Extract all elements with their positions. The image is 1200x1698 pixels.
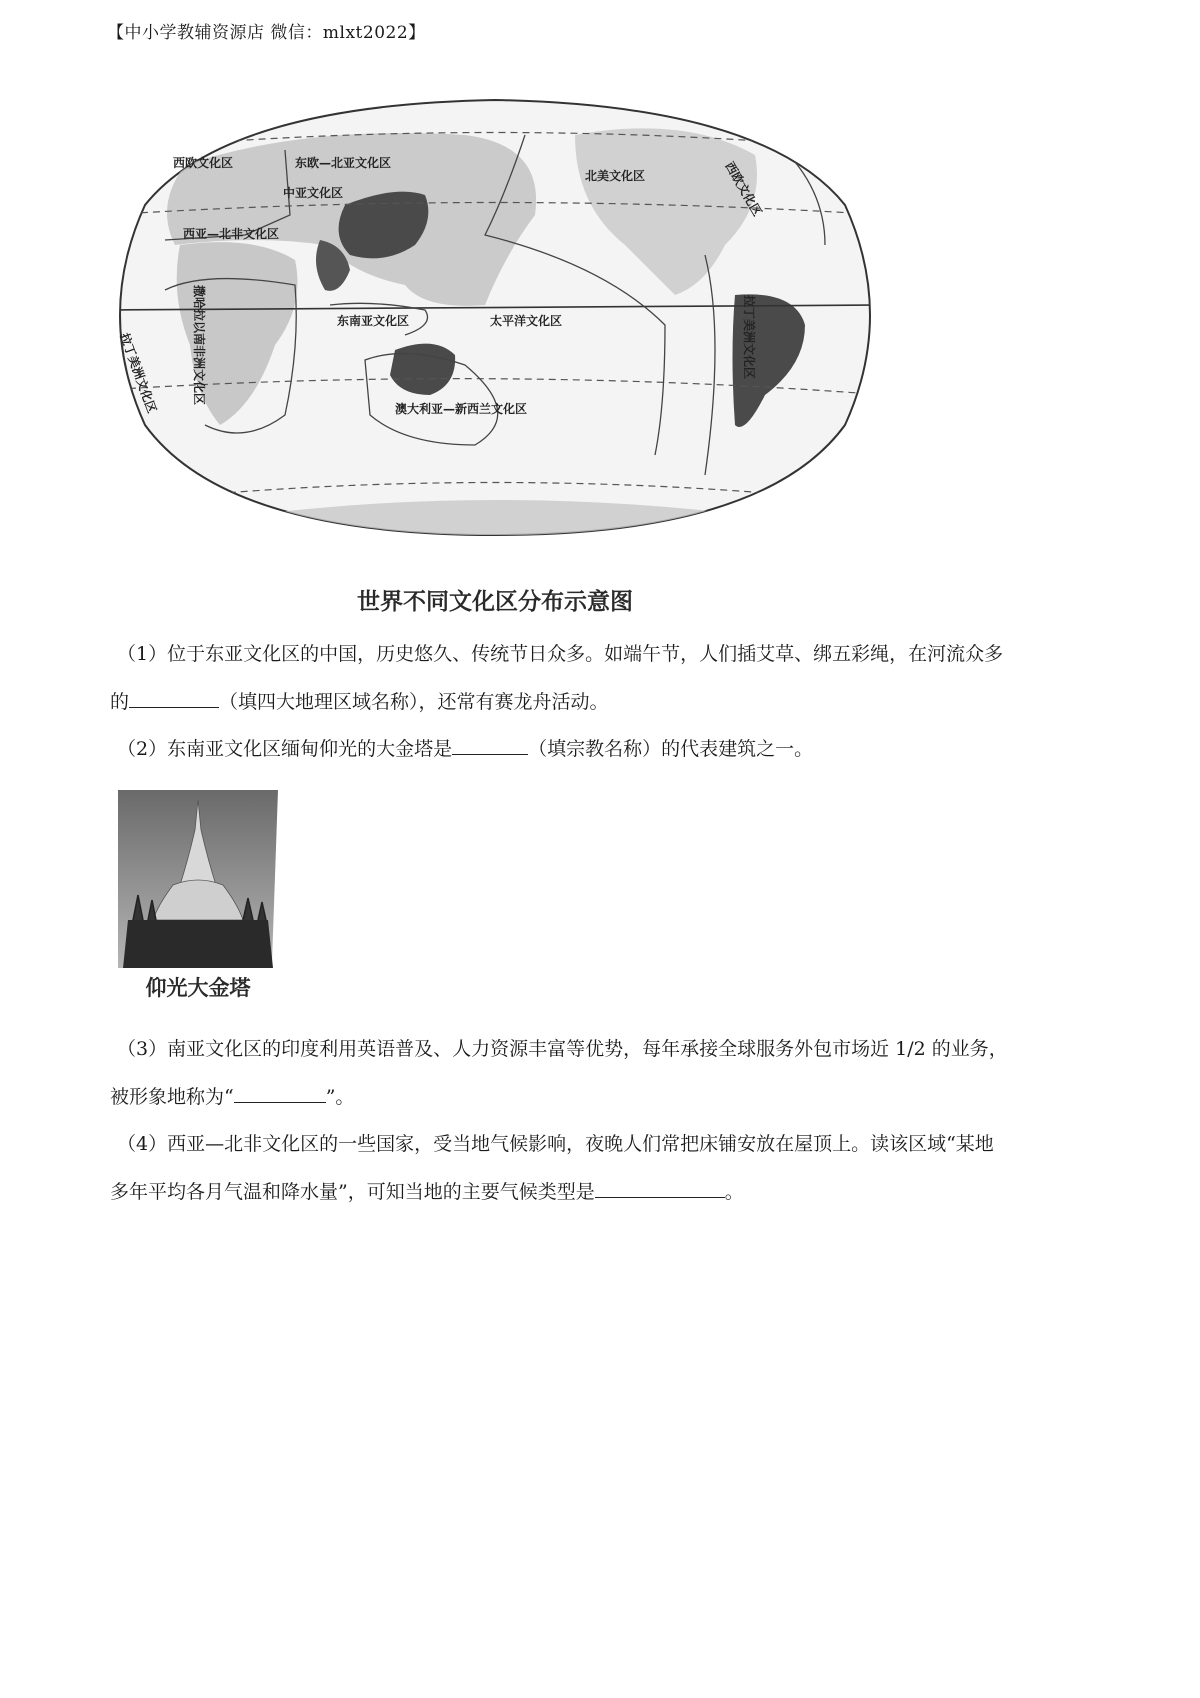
answer-blank-4[interactable] [595,1179,725,1198]
map-caption: 世界不同文化区分布示意图 [357,589,633,615]
label-west-europe: 西欧文化区 [173,156,234,170]
question-1-line-1: （1）位于东亚文化区的中国，历史悠久、传统节日众多。如端午节，人们插艾草、绑五彩绳，在河流众多 [117,643,1004,665]
q4-prefix: 多年平均各月气温和降水量”，可知当地的主要气候类型是 [110,1181,595,1203]
question-2 [117,735,813,763]
label-north-america: 北美文化区 [585,169,646,183]
answer-blank-1[interactable] [129,689,219,708]
q2-prefix: （2）东南亚文化区缅甸仰光的大金塔是 [117,738,453,760]
q2-suffix: （填宗教名称）的代表建筑之一。 [528,738,814,760]
photo-caption: 仰光大金塔 [145,976,251,1000]
q3-suffix: ”。 [325,1086,355,1108]
shwedagon-photo [118,790,278,1015]
pagoda-base [123,920,273,968]
label-subsaharan-africa: 撒哈拉以南非洲文化区 [192,285,206,406]
label-pacific: 太平洋文化区 [490,314,563,328]
label-west-europe-right: 西欧文化区 [722,159,765,219]
question-4-line-1: （4）西亚—北非文化区的一些国家，受当地气候影响，夜晚人们常把床铺安放在屋顶上。读该区域“某地 [117,1133,994,1155]
q1-suffix: （填四大地理区域名称），还常有赛龙舟活动。 [219,691,609,713]
answer-blank-2[interactable] [452,736,528,755]
page-header: 【中小学教辅资源店 微信：mlxt2022】 [107,23,426,43]
label-east-europe-north-asia: 东欧—北亚文化区 [295,156,392,170]
label-australia-nz: 澳大利亚—新西兰文化区 [395,402,528,416]
q4-suffix: 。 [724,1181,744,1203]
label-west-asia-north-africa: 西亚—北非文化区 [183,227,280,241]
label-latin-america-left: 拉丁美洲文化区 [117,331,160,415]
q1-prefix: 的 [110,691,130,713]
question-3-line-1: （3）南亚文化区的印度利用英语普及、人力资源丰富等优势，每年承接全球服务外包市场近 1/2 的业务， [117,1038,1008,1060]
label-central-asia: 中亚文化区 [283,186,344,200]
world-culture-map [105,95,885,625]
answer-blank-3[interactable] [234,1084,326,1103]
map-graphic [105,95,885,575]
question-3-line-2 [110,1083,354,1111]
label-southeast-asia: 东南亚文化区 [337,314,410,328]
pagoda-image [118,790,278,968]
q3-prefix: 被形象地称为“ [110,1086,234,1108]
label-latin-america: 拉丁美洲文化区 [742,295,756,380]
question-1-line-2 [110,688,609,716]
question-4-line-2 [110,1178,744,1206]
